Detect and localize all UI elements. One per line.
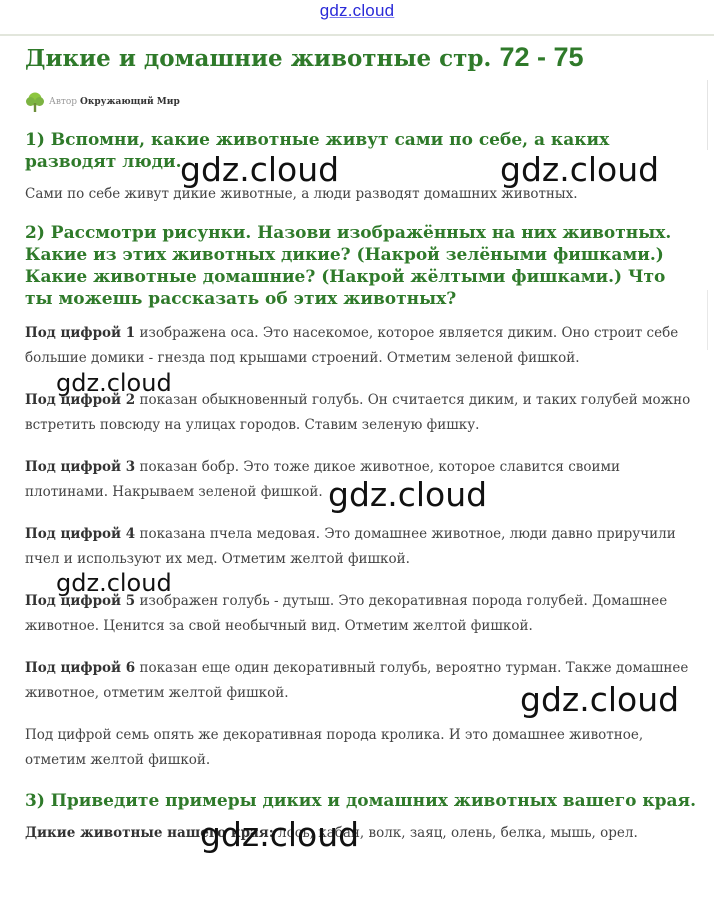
- answer-text: показана пчела медовая. Это домашнее животное, люди давно приручили пчел и используют их мед. Отметим желтой фишкой.: [25, 526, 676, 567]
- page-numbers: 72 - 75: [499, 42, 584, 72]
- answer-text: показан еще один декоративный голубь, вероятно турман. Также домашнее животное, отметим желтой фишкой.: [25, 660, 689, 701]
- answer-text: лось, кабан, волк, заяц, олень, белка, мышь, орел.: [273, 825, 638, 841]
- answer-label: Под цифрой 4: [25, 526, 136, 542]
- page-title-text: Дикие и домашние животные стр.: [25, 45, 500, 72]
- sidebar-edge: [707, 290, 714, 350]
- header-divider: [0, 34, 714, 36]
- answer-text: изображен голубь - дутыш. Это декоративная порода голубей. Домашнее животное. Ценится за свой необычный вид. Отметим желтой фишкой.: [25, 593, 668, 634]
- answer-text: показан бобр. Это тоже дикое животное, которое славится своими плотинами. Накрываем зеленой фишкой.: [25, 459, 620, 500]
- tree-icon: [25, 91, 45, 113]
- answer-item-1: [25, 321, 697, 371]
- answer-label: Под цифрой 1: [25, 325, 136, 341]
- article: [25, 38, 697, 846]
- question-1-heading: 1) Вспомни, какие животные живут сами по себе, а каких разводят люди.: [25, 130, 610, 172]
- answer-label: Под цифрой 3: [25, 459, 136, 475]
- answer-label: Под цифрой 2: [25, 392, 136, 408]
- answer-item-4: [25, 522, 697, 572]
- answer-item-5: [25, 589, 697, 639]
- answer-item-3: [25, 455, 697, 505]
- answer-text: показан обыкновенный голубь. Он считается диким, и таких голубей можно встретить повсюду на улицах городов. Ставим зеленую фишку.: [25, 392, 691, 433]
- sidebar-edge: [707, 80, 714, 150]
- answer-item-2: [25, 388, 697, 438]
- watermark: gdz.cloud: [500, 150, 660, 189]
- answer-text: изображена оса. Это насекомое, которое является диким. Оно строит себе большие домики - гнезда под крышами строений. Отметим зеленой фишкой.: [25, 325, 679, 366]
- answer-item-6: [25, 656, 697, 706]
- author-meta: [25, 91, 697, 113]
- watermark: gdz.cloud: [520, 680, 680, 719]
- watermark: gdz.cloud: [180, 150, 340, 189]
- question-2-heading: 2) Рассмотри рисунки. Назови изображённых на них животных. Какие из этих животных дикие? (Накрой зелёными фишками.) Какие животные домашние? (Накрой жёлтыми фишками.) Что ты можешь рассказать об этих животных?: [25, 223, 672, 309]
- watermark: gdz.cloud: [328, 475, 488, 514]
- site-watermark-link[interactable]: gdz.cloud: [319, 1, 395, 20]
- author-label: Автор: [49, 97, 78, 107]
- answer-label: Под цифрой 6: [25, 660, 136, 676]
- watermark: gdz.cloud: [200, 815, 360, 854]
- answer-label: Дикие животные нашего края:: [25, 825, 274, 841]
- watermark: gdz.cloud: [56, 569, 172, 597]
- answer-wild-animals: [25, 821, 697, 846]
- author-name[interactable]: Окружающий Мир: [80, 97, 180, 107]
- question-1-answer: Сами по себе живут дикие животные, а люди разводят домашних животных.: [25, 186, 578, 202]
- answer-item-7: Под цифрой семь опять же декоративная порода кролика. И это домашнее животное, отметим желтой фишкой.: [25, 727, 644, 768]
- answer-label: Под цифрой 5: [25, 593, 136, 609]
- watermark: gdz.cloud: [56, 369, 172, 397]
- question-3-heading: 3) Приведите примеры диких и домашних животных вашего края.: [25, 791, 697, 811]
- page-title: [25, 38, 697, 74]
